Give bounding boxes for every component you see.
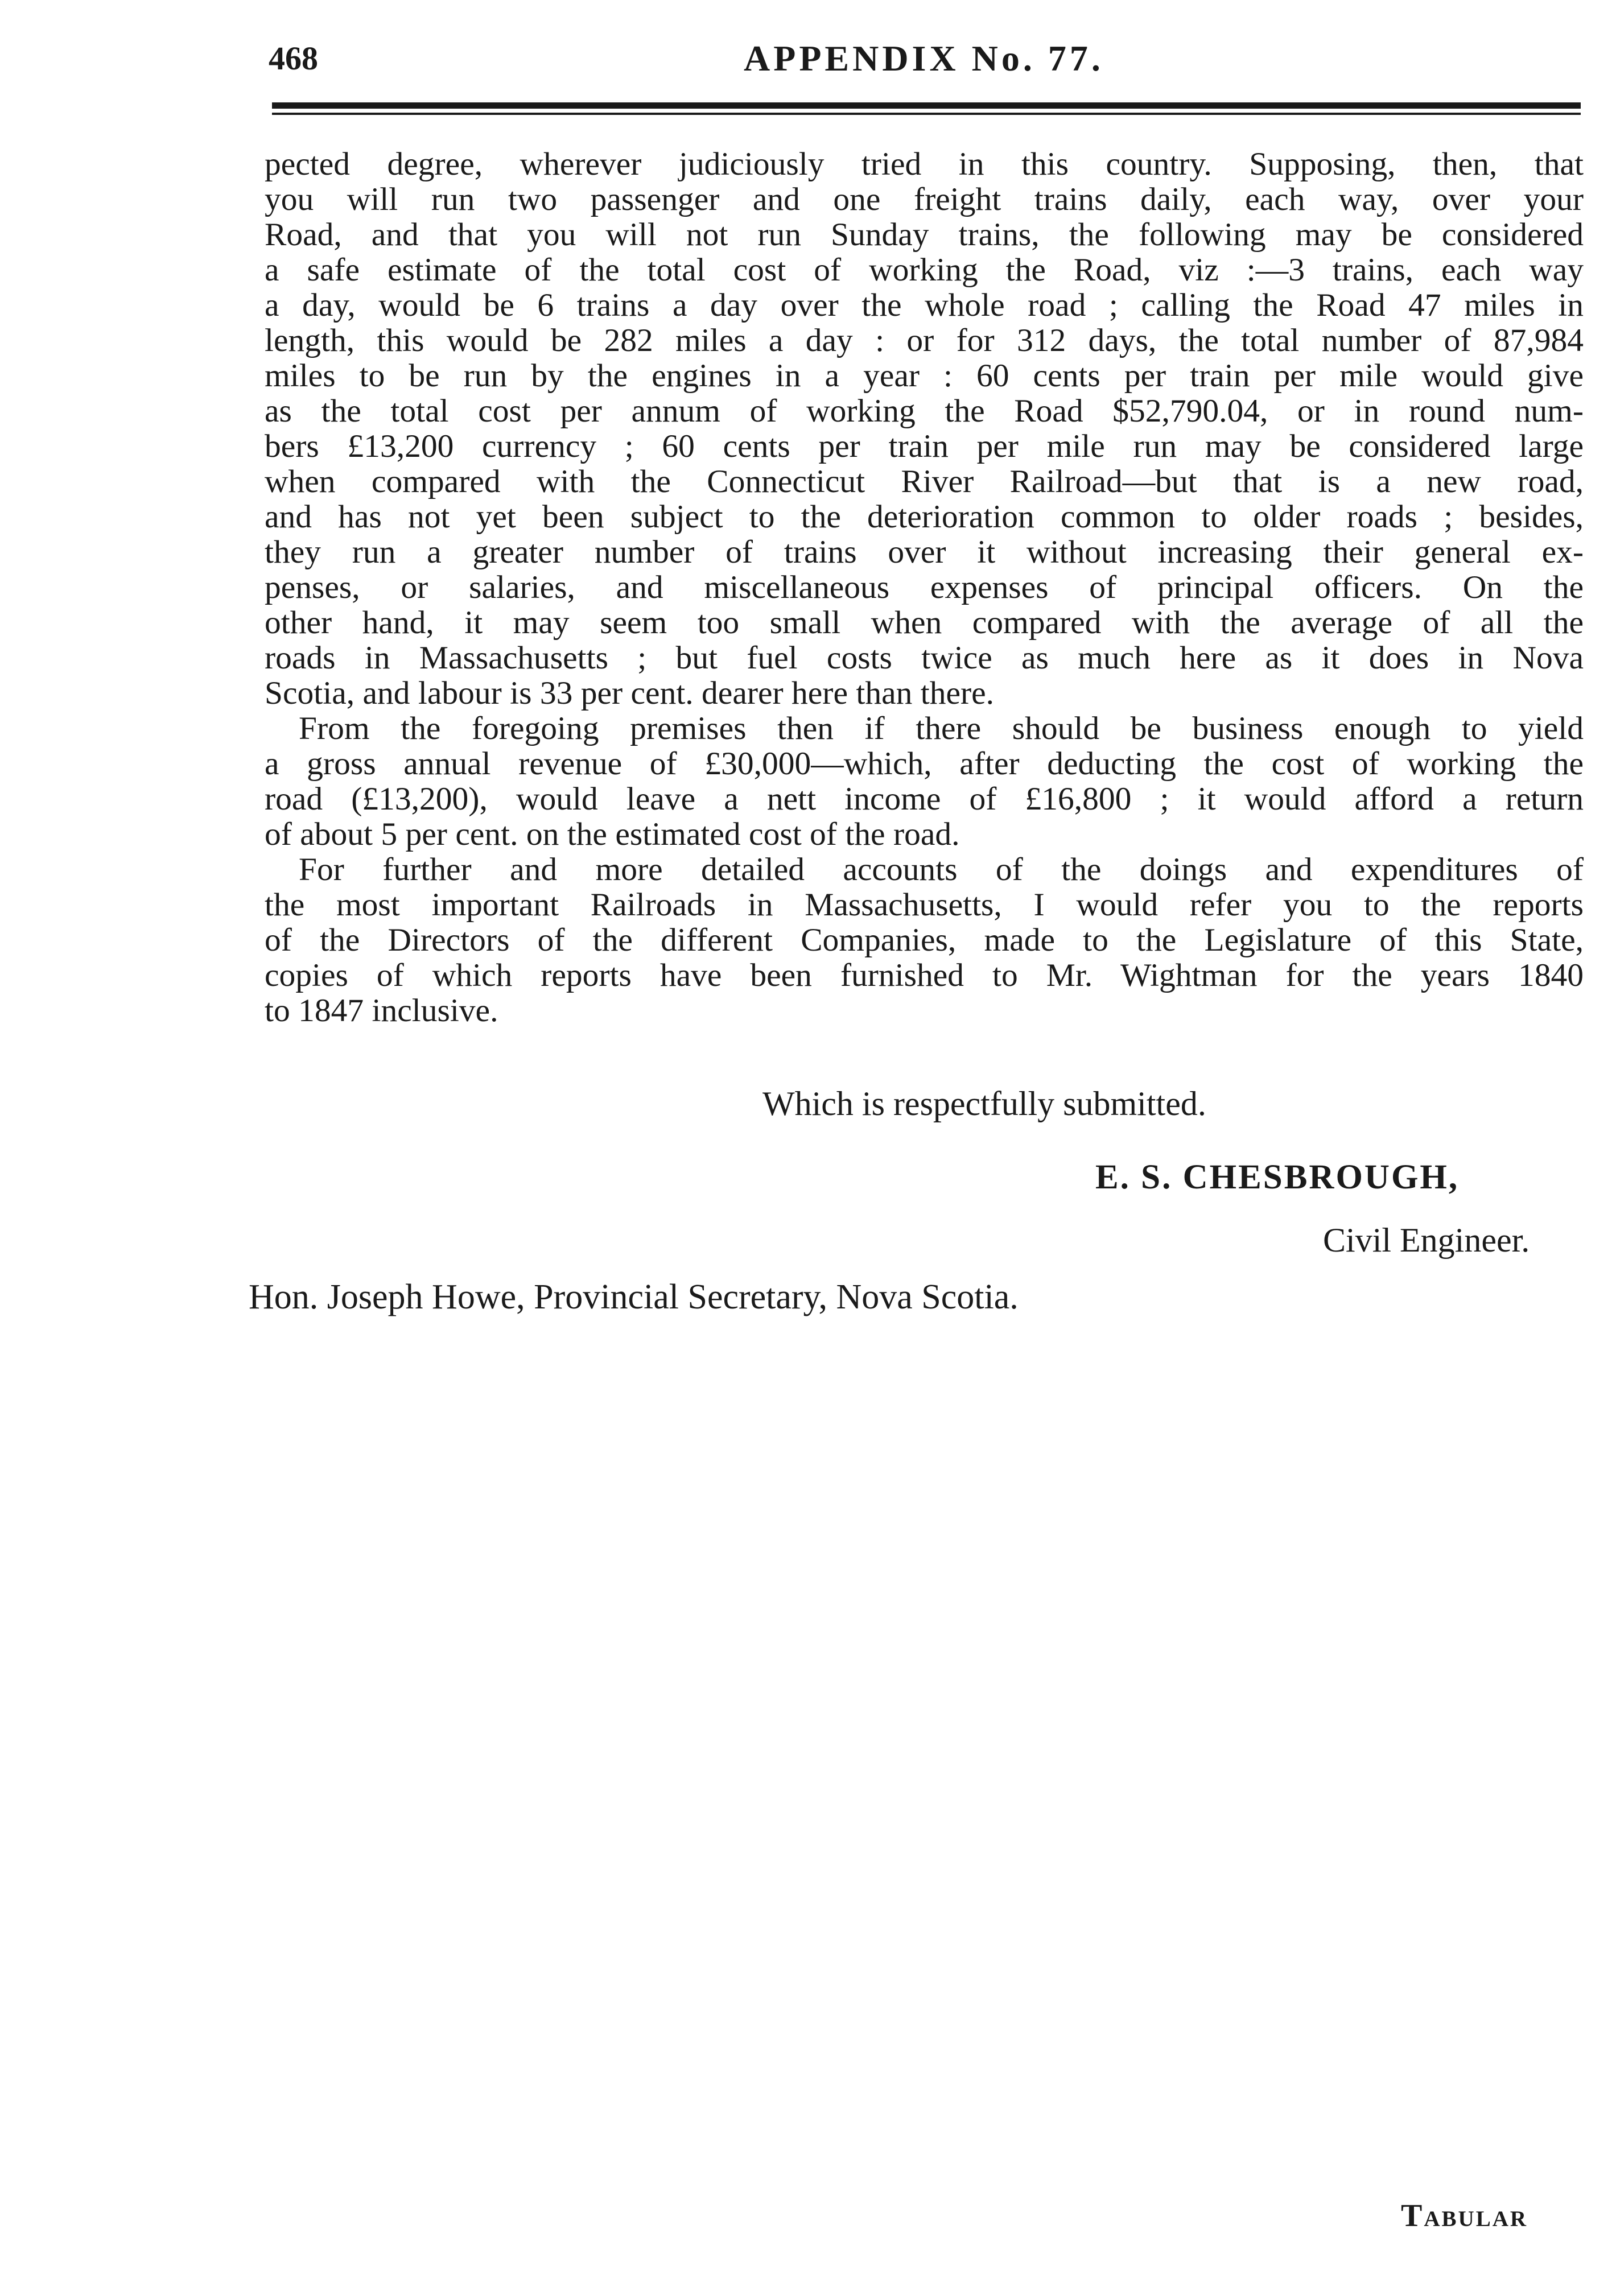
signatory-title: Civil Engineer.: [1323, 1221, 1530, 1259]
text-line: a gross annual revenue of £30,000—which, after deducting the cost of working the: [265, 746, 1584, 782]
text-line: Scotia, and labour is 33 per cent. dearer here than there.: [265, 675, 995, 711]
text-line: bers £13,200 currency ; 60 cents per train per mile run may be considered large: [265, 428, 1584, 464]
text-line: road (£13,200), would leave a nett income of £16,800 ; it would afford a return: [265, 781, 1584, 817]
text-line: pected degree, wherever judiciously tried in this country. Supposing, then, that: [265, 146, 1584, 182]
text-line: and has not yet been subject to the deterioration common to older roads ; besides,: [265, 499, 1584, 535]
catchword: Tabular: [1401, 2198, 1528, 2233]
running-title: APPENDIX No. 77.: [744, 38, 1104, 79]
text-line: penses, or salaries, and miscellaneous expenses of principal officers. On the: [265, 569, 1584, 605]
paragraph-further-accounts: [265, 852, 1584, 1029]
body-text: [265, 147, 1584, 1029]
text-line: the most important Railroads in Massachusetts, I would refer you to the reports: [265, 887, 1584, 923]
text-line: of about 5 per cent. on the estimated cost of the road.: [265, 816, 960, 852]
paragraph-cost-estimate: [265, 147, 1584, 711]
page-header: [269, 33, 1583, 84]
text-line: length, this would be 282 miles a day : or for 312 days, the total number of 87,984: [265, 323, 1584, 358]
page-number: 468: [269, 40, 318, 77]
text-line: miles to be run by the engines in a year : 60 cents per train per mile would give: [265, 358, 1584, 394]
text-line: a safe estimate of the total cost of working the Road, viz :—3 trains, each way: [265, 252, 1584, 288]
text-line: From the foregoing premises then if there should be business enough to yield: [299, 711, 1584, 746]
header-rule-thin: [272, 113, 1581, 115]
text-line: you will run two passenger and one freight trains daily, each way, over your: [265, 181, 1584, 217]
text-line: For further and more detailed accounts of the doings and expenditures of: [299, 852, 1584, 887]
text-line: copies of which reports have been furnished to Mr. Wightman for the years 1840: [265, 957, 1584, 993]
signatory-name: E. S. CHESBROUGH,: [1095, 1158, 1460, 1196]
closing-line: Which is respectfully submitted.: [762, 1085, 1206, 1122]
paragraph-revenue: [265, 711, 1584, 852]
header-rule-thick: [272, 102, 1581, 109]
text-line: of the Directors of the different Companies, made to the Legislature of this State,: [265, 922, 1584, 958]
text-line: a day, would be 6 trains a day over the whole road ; calling the Road 47 miles in: [265, 287, 1584, 323]
text-line: they run a greater number of trains over it without increasing their general ex-: [265, 534, 1584, 570]
text-line: Road, and that you will not run Sunday trains, the following may be considered: [265, 217, 1584, 253]
text-line: roads in Massachusetts ; but fuel costs twice as much here as it does in Nova: [265, 640, 1584, 676]
text-line: when compared with the Connecticut River Railroad—but that is a new road,: [265, 464, 1584, 499]
text-line: as the total cost per annum of working the Road $52,790.04, or in round num-: [265, 393, 1584, 429]
addressee: Hon. Joseph Howe, Provincial Secretary, Nova Scotia.: [249, 1278, 1019, 1316]
text-line: other hand, it may seem too small when compared with the average of all the: [265, 605, 1584, 641]
text-line: to 1847 inclusive.: [265, 993, 498, 1029]
